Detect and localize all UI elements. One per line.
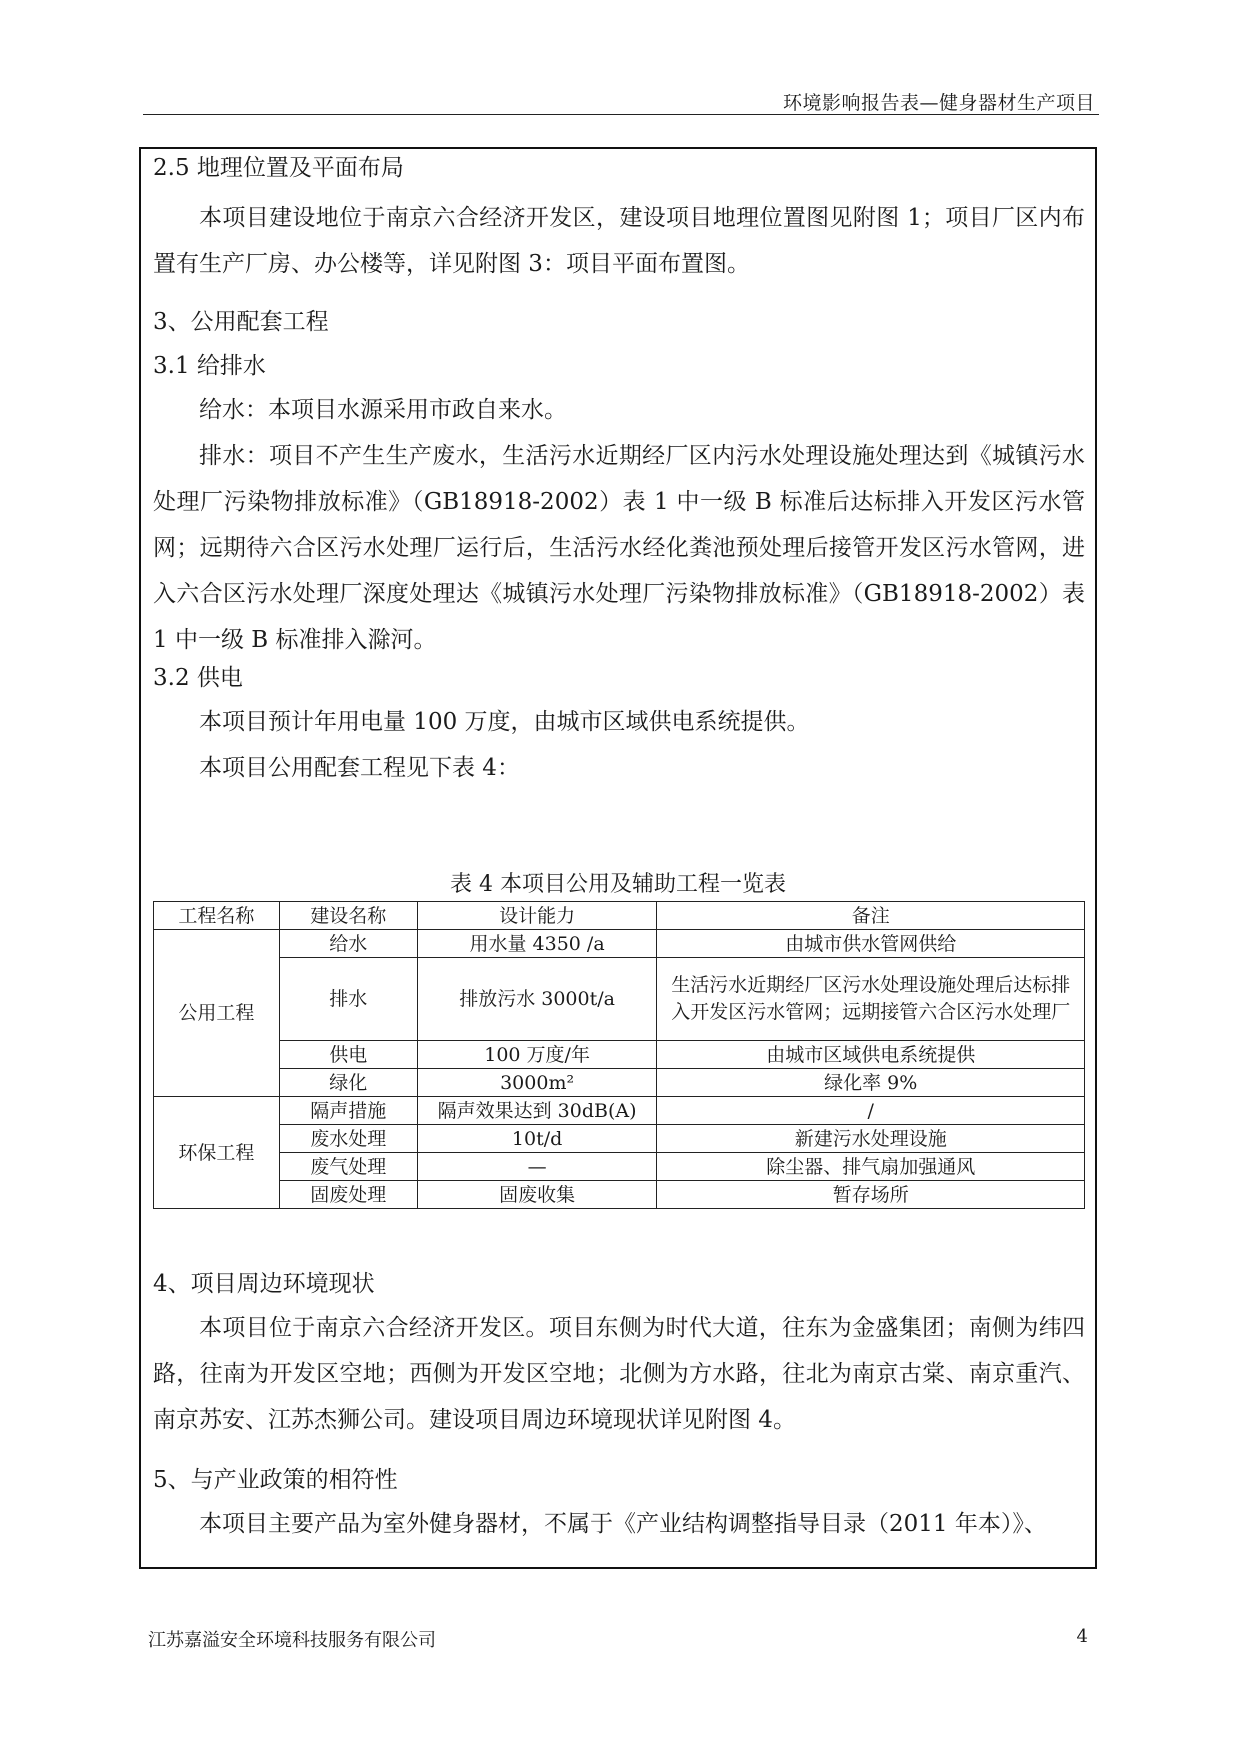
table-cell: 绿化率 9% [657,1069,1085,1097]
table-row [154,1181,1085,1209]
table-cell: 固废处理 [279,1181,417,1209]
table-cell: 由城市区域供电系统提供 [657,1041,1085,1069]
table-cell: 排放污水 3000t/a [417,958,657,1041]
table-cell: 供电 [279,1041,417,1069]
table-row [154,1097,1085,1125]
table-cell: 由城市供水管网供给 [657,930,1085,958]
industry-policy-paragraph: 本项目主要产品为室外健身器材，不属于《产业结构调整指导目录（2011 年本）》、 [199,1511,1047,1537]
table-cell: 3000m² [417,1069,657,1097]
table-cell: 新建污水处理设施 [657,1125,1085,1153]
table-cell: 废水处理 [279,1125,417,1153]
table-row [154,1125,1085,1153]
section-4-title: 4、项目周边环境现状 [153,1271,375,1297]
table-caption: 表 4 本项目公用及辅助工程一览表 [450,872,786,897]
table-row [154,1153,1085,1181]
power-paragraph: 本项目预计年用电量 100 万度，由城市区域供电系统提供。 [199,709,810,735]
page-number: 4 [1076,1626,1088,1647]
group-cell: 环保工程 [154,1097,280,1209]
header-cell: 建设名称 [279,902,417,930]
table-cell: 排水 [279,958,417,1041]
section-3-1-title: 3.1 给排水 [153,353,266,379]
table-cell: — [417,1153,657,1181]
section-2-5-paragraph: 本项目建设地位于南京六合经济开发区，建设项目地理位置图见附图 1；项目厂区内布置有生产厂房、办公楼等，详见附图 3：项目平面布置图。 [153,205,1085,277]
table-cell: 给水 [279,930,417,958]
table-cell: 固废收集 [417,1181,657,1209]
table-row [154,1069,1085,1097]
utilities-table [153,901,1085,1209]
table-cell: 隔声措施 [279,1097,417,1125]
water-supply-paragraph: 给水：本项目水源采用市政自来水。 [199,397,567,423]
footer-company: 江苏嘉溢安全环境科技服务有限公司 [148,1630,436,1651]
table-cell: 除尘器、排气扇加强通风 [657,1153,1085,1181]
table-cell: 10t/d [417,1125,657,1153]
table-row [154,930,1085,958]
section-3-2-title: 3.2 供电 [153,665,243,691]
header-title: 环境影响报告表—健身器材生产项目 [782,92,1095,114]
section-5-title: 5、与产业政策的相符性 [153,1467,398,1493]
table-cell: 生活污水近期经厂区污水处理设施处理后达标排入开发区污水管网；远期接管六合区污水处理厂 [657,958,1085,1041]
table-row [154,958,1085,1041]
section-2-5-title: 2.5 地理位置及平面布局 [153,155,404,181]
table-cell: 隔声效果达到 30dB(A) [417,1097,657,1125]
table-intro-paragraph: 本项目公用配套工程见下表 4： [199,755,520,781]
header-cell: 备注 [657,902,1085,930]
header-cell: 工程名称 [154,902,280,930]
drainage-paragraph: 排水：项目不产生生产废水，生活污水近期经厂区内污水处理设施处理达到《城镇污水处理厂污染物排放标准》（GB18918-2002）表 1 中一级 B 标准后达标排入开发区污水管网；远期待六合区污水处理厂运行后，生活污水经化粪池预处理后接管开发区污水管网，进入六合区污水处理厂深度处理达《城镇污水处理厂污染物排放标准》（GB18918-2002）表 1 中一级 B 标准排入滁河。 [153,443,1085,653]
table-cell: 废气处理 [279,1153,417,1181]
table-cell: 绿化 [279,1069,417,1097]
section-3-title: 3、公用配套工程 [153,309,329,335]
group-cell: 公用工程 [154,930,280,1097]
table-row [154,1041,1085,1069]
page-header [143,86,1099,115]
surroundings-paragraph: 本项目位于南京六合经济开发区。项目东侧为时代大道，往东为金盛集团；南侧为纬四路，往南为开发区空地；西侧为开发区空地；北侧为方水路，往北为南京古棠、南京重汽、南京苏安、江苏杰狮公司。建设项目周边环境现状详见附图 4。 [153,1315,1085,1433]
table-cell: 用水量 4350 /a [417,930,657,958]
table-cell: / [657,1097,1085,1125]
table-cell: 暂存场所 [657,1181,1085,1209]
content-frame [139,147,1097,1569]
table-header-row [154,902,1085,930]
table-cell: 100 万度/年 [417,1041,657,1069]
header-cell: 设计能力 [417,902,657,930]
